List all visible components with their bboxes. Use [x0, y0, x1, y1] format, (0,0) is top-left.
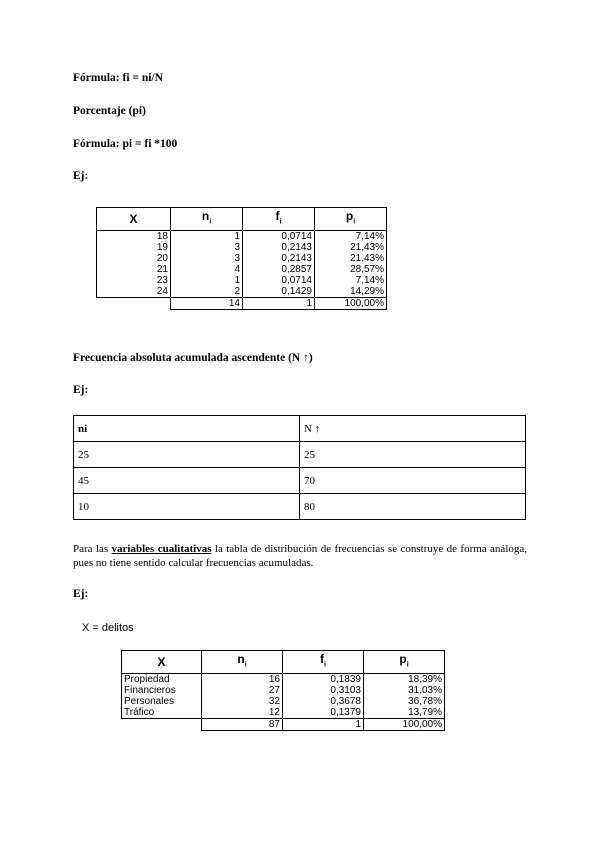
table-row [122, 696, 445, 707]
table-cell: 0,2143 [243, 242, 315, 253]
table-cell: 31,03% [364, 685, 445, 696]
total-cell: 14 [171, 298, 243, 310]
table-cell: 0,0714 [243, 231, 315, 243]
cumulative-table [73, 415, 526, 520]
table-row [74, 494, 526, 520]
porcentaje-heading: Porcentaje (pi) [73, 105, 146, 117]
total-cell [97, 298, 171, 310]
total-cell: 87 [202, 719, 283, 731]
table-cell: 7,14% [315, 231, 387, 243]
table-cell: 3 [171, 242, 243, 253]
table-cell: 0,1379 [283, 707, 364, 719]
example-label-2: Ej: [73, 384, 89, 396]
table-cell: 45 [74, 468, 300, 494]
frequency-table-ages [96, 207, 387, 310]
table-cell: 20 [97, 253, 171, 264]
table-cell: 25 [74, 442, 300, 468]
table-cell: Personales [122, 696, 202, 707]
table-row [97, 242, 387, 253]
x-delitos-label: X = delitos [82, 622, 134, 634]
table-cell: 28,57% [315, 264, 387, 275]
total-cell: 1 [283, 719, 364, 731]
table-cell: 13,79% [364, 707, 445, 719]
table-cell: 1 [171, 231, 243, 243]
total-cell: 100,00% [364, 719, 445, 731]
table-cell: 7,14% [315, 275, 387, 286]
table-cell: 18,39% [364, 674, 445, 686]
example-label-3: Ej: [73, 588, 89, 600]
col-ni: ni [74, 416, 300, 442]
table-cell: 12 [202, 707, 283, 719]
table-cell: Financieros [122, 685, 202, 696]
table-row [97, 264, 387, 275]
table-cell: 16 [202, 674, 283, 686]
total-cell: 1 [243, 298, 315, 310]
table-cell: 70 [300, 468, 526, 494]
col-n-up: N ↑ [300, 416, 526, 442]
col-x: X [122, 651, 202, 674]
table-cell: Tráfico [122, 707, 202, 719]
total-row [122, 719, 445, 731]
table-cell: 2 [171, 286, 243, 298]
total-cell [122, 719, 202, 731]
table-cell: 36,78% [364, 696, 445, 707]
table-cell: 27 [202, 685, 283, 696]
total-row [97, 298, 387, 310]
table-row [97, 253, 387, 264]
table-cell: Propiedad [122, 674, 202, 686]
table-cell: 14,29% [315, 286, 387, 298]
col-n: $n_i$ [171, 208, 243, 231]
col-n: $n_i$ [202, 651, 283, 674]
table-cell: 21 [97, 264, 171, 275]
col-x: X [97, 208, 171, 231]
table-header-row [74, 416, 526, 442]
table-cell: 1 [171, 275, 243, 286]
table-cell: 32 [202, 696, 283, 707]
table-cell: 0,3103 [283, 685, 364, 696]
formula-fi: Fórmula: fi = ni/N [73, 72, 163, 84]
table-cell: 0,0714 [243, 275, 315, 286]
example-label-1: Ej: [73, 170, 89, 182]
table-cell: 21,43% [315, 253, 387, 264]
table-cell: 0,1839 [283, 674, 364, 686]
table-row [122, 707, 445, 719]
table-cell: 18 [97, 231, 171, 243]
table-cell: 25 [300, 442, 526, 468]
col-f: $f_i$ [283, 651, 364, 674]
table-row [97, 275, 387, 286]
total-cell: 100,00% [315, 298, 387, 310]
table-cell: 0,3678 [283, 696, 364, 707]
col-f: $f_i$ [243, 208, 315, 231]
table-cell: 19 [97, 242, 171, 253]
table-cell: 4 [171, 264, 243, 275]
col-p: $p_i$ [364, 651, 445, 674]
table-row [122, 685, 445, 696]
table-row [74, 442, 526, 468]
frequency-table-crimes [121, 650, 445, 731]
table-cell: 0,2143 [243, 253, 315, 264]
table-cell: 3 [171, 253, 243, 264]
table-cell: 10 [74, 494, 300, 520]
table-row [122, 674, 445, 686]
col-p: $p_i$ [315, 208, 387, 231]
table-cell: 0,2857 [243, 264, 315, 275]
table-cell: 24 [97, 286, 171, 298]
table-header-row [122, 651, 445, 674]
variables-cualitativas-text: variables cualitativas [111, 543, 212, 555]
table-row [97, 286, 387, 298]
table-cell: 21,43% [315, 242, 387, 253]
table-row [74, 468, 526, 494]
frecuencia-heading: Frecuencia absoluta acumulada ascendente (N ↑) [73, 352, 313, 364]
qualitative-paragraph: Para las variables cualitativas la tabla de distribución de frecuencias se construye de forma análoga, pues no tiene sentido calcular frecuencias acumuladas. [73, 543, 528, 569]
table-row [97, 231, 387, 243]
table-header-row [97, 208, 387, 231]
table-cell: 0,1429 [243, 286, 315, 298]
table-cell: 23 [97, 275, 171, 286]
formula-pi: Fórmula: pi = fi *100 [73, 138, 178, 150]
table-cell: 80 [300, 494, 526, 520]
